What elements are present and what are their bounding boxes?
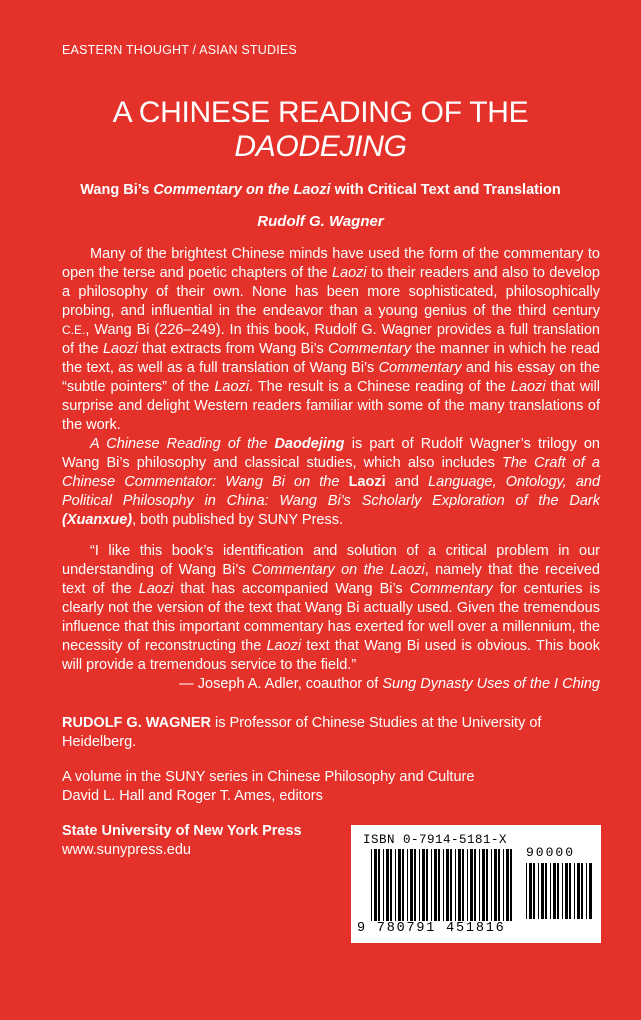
text-run: , namely that the received text of the: [62, 562, 600, 597]
text-run: is part of Rudolf Wagner’s trilogy on Wang Bi’s philosophy and classical studies, which also includes: [62, 436, 600, 471]
barcode-bar: [438, 849, 440, 921]
addon-barcode: [526, 863, 592, 919]
barcode-bar: [383, 849, 384, 921]
barcode-bar: [374, 849, 377, 921]
bio-name: RUDOLF G. WAGNER: [62, 715, 212, 731]
text-run: (Xuanxue): [62, 512, 133, 528]
subtitle-part-3: with Critical Text and Translation: [330, 182, 561, 198]
barcode-box: [351, 825, 601, 943]
title-line-2: DAODEJING: [234, 130, 407, 163]
text-run: the manner in which he read the text, as well as a full translation of Wang Bi’s: [62, 341, 600, 376]
subtitle-part-1: Wang Bi’s: [80, 182, 154, 198]
author-bio: [62, 714, 600, 752]
barcode-bar: [434, 849, 437, 921]
book-subtitle: [0, 182, 641, 198]
barcode-bar: [581, 863, 583, 919]
barcode-bar: [378, 849, 380, 921]
text-run: Language, Ontology, and Political Philosophy in China: Wang Bi’s Scholarly Exploration of the Dark: [62, 474, 601, 509]
book-title: [0, 96, 641, 164]
barcode-bar: [467, 849, 468, 921]
text-run: and: [385, 474, 429, 490]
barcode-bar: [494, 849, 497, 921]
barcode-bar: [410, 849, 413, 921]
text-run: Commentary: [409, 581, 493, 597]
isbn-label: ISBN 0-7914-5181-X: [363, 833, 508, 847]
attribution-title: Sung Dynasty Uses of the I Ching: [382, 676, 600, 692]
barcode-bar: [498, 849, 500, 921]
endorsement-quote: [62, 542, 600, 694]
barcode-bar: [398, 849, 401, 921]
text-run: Laozi: [348, 474, 386, 490]
author-name: Rudolf G. Wagner: [257, 213, 384, 230]
text-run: Commentary: [328, 341, 412, 357]
subtitle-part-2: Commentary on the Laozi: [153, 182, 331, 198]
text-run: and his essay on the “subtle pointers” of the: [62, 360, 600, 395]
barcode-bar: [431, 849, 432, 921]
barcode-bar: [529, 863, 532, 919]
blurb-paragraph-2: [62, 435, 600, 530]
series-line-2: David L. Hall and Roger T. Ames, editors: [62, 788, 323, 804]
barcode-bar: [386, 849, 389, 921]
text-run: Laozi: [138, 581, 174, 597]
barcode-bar: [462, 849, 464, 921]
attribution-prefix: — Joseph A. Adler, coauthor of: [179, 676, 383, 692]
barcode-bar: [503, 849, 504, 921]
text-run: for centuries is clearly not the version of the text that Wang Bi actually used. Given the tremendous influence that this important commentary has exerted for well over a millennium, the necessity of reconstructing the: [62, 581, 600, 654]
ean-barcode: [371, 849, 513, 921]
text-run: A Chinese Reading of the: [90, 436, 275, 452]
text-run: C.E.: [62, 323, 86, 337]
barcode-bar: [446, 849, 449, 921]
barcode-bar: [526, 863, 527, 919]
barcode-bar: [589, 863, 592, 919]
barcode-bar: [565, 863, 568, 919]
barcode-bar: [577, 863, 580, 919]
text-run: that will surprise and delight Western readers familiar with some of the many translations of the work.: [62, 379, 600, 433]
barcode-bar: [414, 849, 416, 921]
text-run: Commentary on the Laozi: [251, 562, 425, 578]
barcode-bar: [491, 849, 492, 921]
barcode-bar: [482, 849, 485, 921]
text-run: Laozi: [331, 265, 367, 281]
title-line-1: A CHINESE READING OF THE: [112, 96, 529, 129]
text-run: Daodejing: [274, 436, 345, 452]
text-run: Laozi: [510, 379, 546, 395]
text-run: that extracts from Wang Bi’s: [137, 341, 329, 357]
text-run: Laozi: [266, 638, 302, 654]
ean-number-label: 9 780791 451816: [357, 921, 506, 936]
barcode-bar: [419, 849, 420, 921]
barcode-bar: [426, 849, 428, 921]
text-run: text that Wang Bi used is obvious. This book will provide a tremendous service to the field.”: [62, 638, 600, 673]
barcode-bar: [395, 849, 396, 921]
text-run: to their readers and also to develop a philosophy of their own. None has been more sophisticated, philosophically probing, and influential in the endeavor than a young genius of the third century: [62, 265, 600, 319]
barcode-bar: [407, 849, 408, 921]
barcode-bar: [402, 849, 404, 921]
barcode-bar: [506, 849, 509, 921]
quote-attribution: [62, 675, 600, 694]
barcode-bar: [510, 849, 512, 921]
barcode-bar: [455, 849, 456, 921]
barcode-bar: [443, 849, 444, 921]
barcode-bar: [553, 863, 556, 919]
bio-text: is Professor of Chinese Studies at the University of Heidelberg.: [62, 715, 542, 750]
barcode-bar: [470, 849, 473, 921]
barcode-bar: [569, 863, 571, 919]
barcode-bar: [562, 863, 563, 919]
barcode-bar: [533, 863, 535, 919]
barcode-bar: [545, 863, 547, 919]
barcode-bar: [541, 863, 544, 919]
series-info: [62, 768, 474, 806]
barcode-bar: [538, 863, 539, 919]
quote-body: [62, 542, 600, 675]
series-line-1: A volume in the SUNY series in Chinese Philosophy and Culture: [62, 769, 475, 785]
barcode-bar: [586, 863, 587, 919]
text-run: . The result is a Chinese reading of the: [249, 379, 511, 395]
text-run: , both published by SUNY Press.: [132, 512, 343, 528]
description-blurb: [62, 245, 600, 530]
publisher-name: State University of New York Press: [62, 823, 302, 839]
publisher-website: www.sunypress.edu: [62, 842, 191, 858]
text-run: Commentary: [378, 360, 462, 376]
barcode-bar: [390, 849, 392, 921]
barcode-bar: [557, 863, 559, 919]
barcode-bar: [474, 849, 476, 921]
category-label: EASTERN THOUGHT / ASIAN STUDIES: [62, 43, 297, 57]
barcode-bar: [486, 849, 488, 921]
barcode-bar: [450, 849, 452, 921]
text-run: that has accompanied Wang Bi’s: [173, 581, 410, 597]
barcode-bar: [371, 849, 372, 921]
blurb-paragraph-1: [62, 245, 600, 435]
text-run: Laozi: [214, 379, 250, 395]
text-run: “I like this book’s identification and solution of a critical problem in our understanding of Wang Bi’s: [62, 543, 600, 578]
barcode-bar: [458, 849, 461, 921]
text-run: The Craft of a Chinese Commentator: Wang Bi on the: [62, 455, 600, 490]
barcode-bar: [550, 863, 551, 919]
text-run: Many of the brightest Chinese minds have used the form of the commentary to open the terse and poetic chapters of the: [62, 246, 600, 281]
text-run: , Wang Bi (226–249). In this book, Rudolf G. Wagner provides a full translation of the: [62, 322, 600, 357]
barcode-bar: [479, 849, 480, 921]
barcode-bar: [574, 863, 575, 919]
barcode-bar: [422, 849, 425, 921]
addon-code-label: 90000: [526, 845, 576, 860]
text-run: Laozi: [102, 341, 138, 357]
